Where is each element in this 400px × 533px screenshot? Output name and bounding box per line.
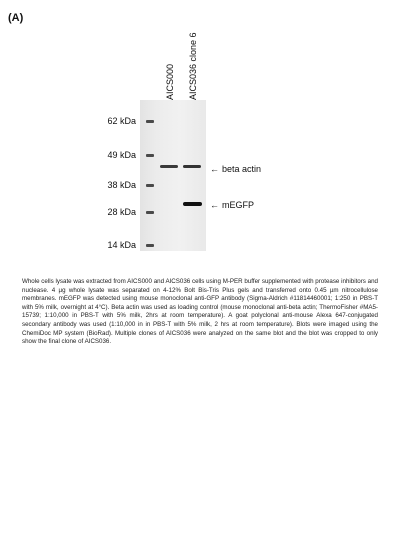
- panel-label: (A): [8, 12, 24, 24]
- megfp-text: mEGFP: [222, 200, 255, 210]
- figure-caption: Whole cells lysate was extracted from AICS000 and AICS036 cells using M-PER buffer supplemented with protease inhibitors and nuclease. 4 µg whole lysate was separated on 4-12% Bolt Bis-Tris Plus gels and transferred onto 0.45 µm nitrocellulose membranes. mEGFP was detected using mouse monoclonal anti-GFP antibody (Sigma-Aldrich #11814460001; 1:250 in PBS-T with 5% milk, overnight at 4°C). Beta actin was used as loading control (mouse monoclonal anti-beta actin; ThermoFisher #MA5-15739; 1:10,000 in PBS-T with 5% milk, 2hrs at room temperature). A goat polyclonal anti-mouse Alexa 647-conjugated secondary antibody was used (1:10,000 in in PBS-T with 5% milk, 2 hrs at room temperature). Blots were imaged using the ChemiDoc MP system (BioRad). Multiple clones of AICS036 were analyzed on the same blot and the blot was cropped to only show the final clone of AICS036.: [22, 278, 378, 346]
- lane-label-aics036-clone-6: AICS036 clone 6: [188, 32, 198, 100]
- band-megfp-aics036: [183, 202, 202, 206]
- band-label-beta-actin: [210, 164, 261, 174]
- mw-marker-28: 28 kDa: [107, 207, 136, 217]
- western-blot-image: [140, 100, 206, 251]
- lane-label-aics000: AICS000: [165, 63, 175, 100]
- mw-marker-14: 14 kDa: [107, 240, 136, 250]
- ladder-band-38: [146, 184, 154, 187]
- mw-marker-49: 49 kDa: [107, 150, 136, 160]
- ladder-band-62: [146, 120, 154, 123]
- arrow-left-icon: ←: [210, 200, 219, 210]
- mw-marker-38: 38 kDa: [107, 180, 136, 190]
- ladder-band-14: [146, 244, 154, 247]
- band-beta-actin-aics000: [160, 165, 178, 168]
- ladder-band-49: [146, 154, 154, 157]
- arrow-left-icon: ←: [210, 164, 219, 174]
- mw-marker-62: 62 kDa: [107, 116, 136, 126]
- beta-actin-text: beta actin: [222, 164, 262, 174]
- band-beta-actin-aics036: [183, 165, 201, 168]
- band-label-megfp: [210, 200, 254, 210]
- ladder-band-28: [146, 211, 154, 214]
